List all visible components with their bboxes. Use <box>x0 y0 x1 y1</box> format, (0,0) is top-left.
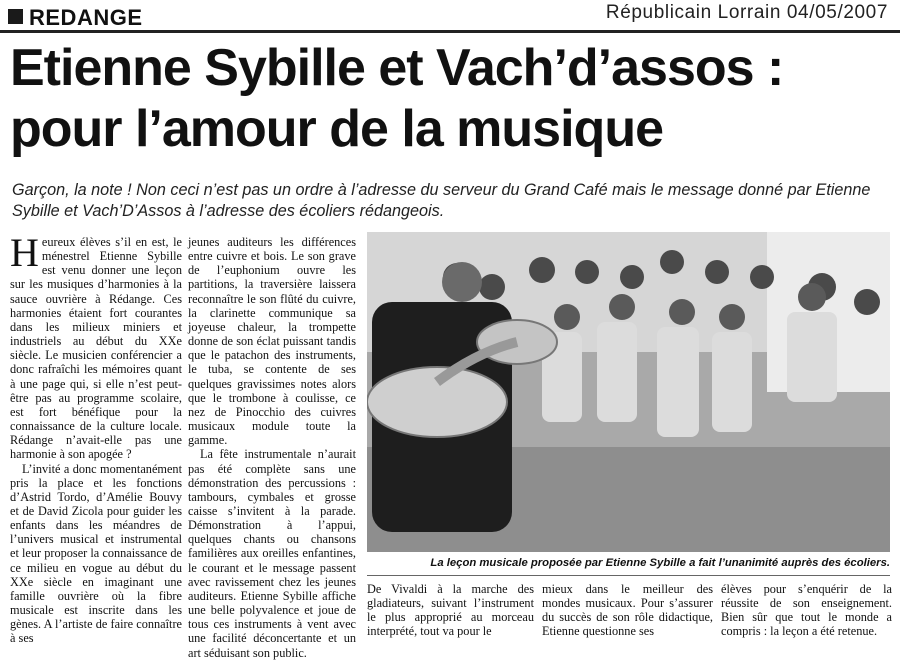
article-column-4 <box>542 582 713 639</box>
paragraph: jeunes auditeurs les différences entre cuivre et bois. Le son grave de l’euphonium ouvre les partitions, la traversière laissera reconnaître le son flûté du cuivre, la clarinette communique sa joyeuse chaleur, la trompette donne de son éclat puissant tandis que le patachon des instruments, le tuba, se contente de ses quelques gravissimes notes alors que le trombone à coulisse, ce nez de Pinocchio des cuivres musicaux module toute la gamme. <box>188 235 356 448</box>
drop-cap: H <box>10 230 39 275</box>
photo-illustration <box>367 232 890 552</box>
masthead: Républicain Lorrain 04/05/2007 <box>605 2 888 23</box>
paragraph: élèves pour s’enquérir de la réussite de son enseignement. Bien sûr que tout le monde a compris : la leçon a été retenue. <box>721 582 892 639</box>
headline-line-2: pour l’amour de la musique <box>10 100 663 158</box>
paragraph: La fête instrumentale n’aurait pas été complète sans une démonstration des percussions : tambours, cymbales et grosse caisse s’invitent à la parade. Démonstration à l’appui, quelques chants ou chansons familières aux oreilles enfantines, le courant et le message passent avec ravissement chez les jeunes auditeurs. Etienne Sybille affiche une belle polyvalence et joue de tous ces instruments à vent avec une facilité déconcertante et un art séduisant son public. <box>188 447 356 660</box>
article-column-5 <box>721 582 892 639</box>
section-marker <box>8 9 23 24</box>
header-rule <box>0 30 900 33</box>
caption-rule <box>367 575 890 576</box>
paragraph: L’invité a donc momentanément pris la place et les fonctions d’Astrid Tordo, d’Amélie Bouvy et de David Zicola pour guider les enfants dans les méandres de l’univers musical et instrumental et leur proposer la connaissance de ce milieu en vogue au début du XXe siècle en imaginant une famille ouvrière où la fibre musicale est inscrite dans les gènes. A l’artiste de faire connaître à ses <box>10 461 182 646</box>
news-photo <box>367 232 890 552</box>
article-column-1 <box>10 230 182 646</box>
lede: Garçon, la note ! Non ceci n’est pas un ordre à l’adresse du serveur du Grand Café mais le message donné par Etienne Sybille et Vach’D’Assos à l’adresse des écoliers rédangeois. <box>12 181 871 220</box>
paragraph: De Vivaldi à la marche des gladiateurs, suivant l’instrument le plus approprié au morceau interprété, tout va pour le <box>367 582 534 639</box>
paragraph-text: eureux élèves s’il en est, le ménestrel Etienne Sybille est venu donner une leçon sur les musiques d’harmonies à la sauce ouvrière à Rédange. Ces harmonies étaient fort courantes dans les milieux miniers et industriels au début du XXe siècle. Le musicien conférencier a donc rafraîchi les mémoires quant à une page qui, si elle n’est peut-être pas au programme scolaire, est fort bénéfique pour la connaissance de la culture locale. Rédange n’avait-elle pas une harmonie à son apogée ? <box>10 235 182 462</box>
headline <box>10 38 890 160</box>
article-column-3 <box>367 582 534 639</box>
paragraph <box>10 230 182 462</box>
headline-line-1: Etienne Sybille et Vach’d’assos : <box>10 39 784 97</box>
article-column-2 <box>188 235 356 660</box>
section-label: REDANGE <box>29 5 143 30</box>
photo-caption: La leçon musicale proposée par Etienne Sybille a fait l’unanimité auprès des écoliers. <box>430 557 890 569</box>
paragraph: mieux dans le meilleur des mondes musicaux. Pour s’assurer du succès de son rôle didactique, Etienne questionne ses <box>542 582 713 639</box>
